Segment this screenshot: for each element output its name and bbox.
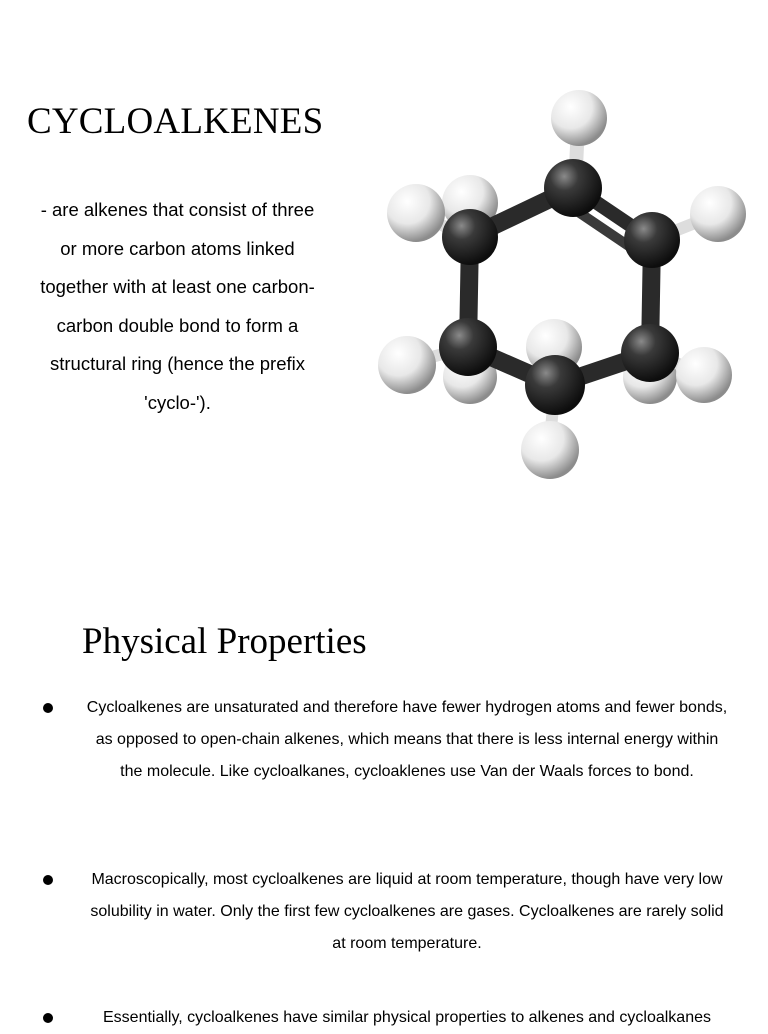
bullet-icon — [43, 875, 53, 885]
bullet-icon — [43, 703, 53, 713]
page-title: CYCLOALKENES — [27, 101, 324, 142]
list-item-text: Cycloalkenes are unsaturated and therefore have fewer hydrogen atoms and fewer bonds, as opposed to open-chain alkenes, which means that there is less internal energy within the molecule. Like cycloalkanes, cycloaklenes use Van der Waals forces to bond. — [86, 699, 728, 780]
physical-properties-heading: Physical Properties — [82, 621, 367, 662]
bullet-icon — [43, 1013, 53, 1023]
definition-text: - are alkenes that consist of three or more carbon atoms linked together with at least one carbon-carbon double bond to form a structural ring (hence the prefix 'cyclo-'). — [40, 199, 315, 413]
list-item-text: Essentially, cycloalkenes have similar physical properties to alkenes and cycloalkanes — [103, 1009, 711, 1026]
list-item-text: Macroscopically, most cycloalkenes are liquid at room temperature, though have very low solubility in water. Only the first few cycloalkenes are gases. Cycloalkenes are rarely solid at room temperature. — [90, 871, 724, 952]
